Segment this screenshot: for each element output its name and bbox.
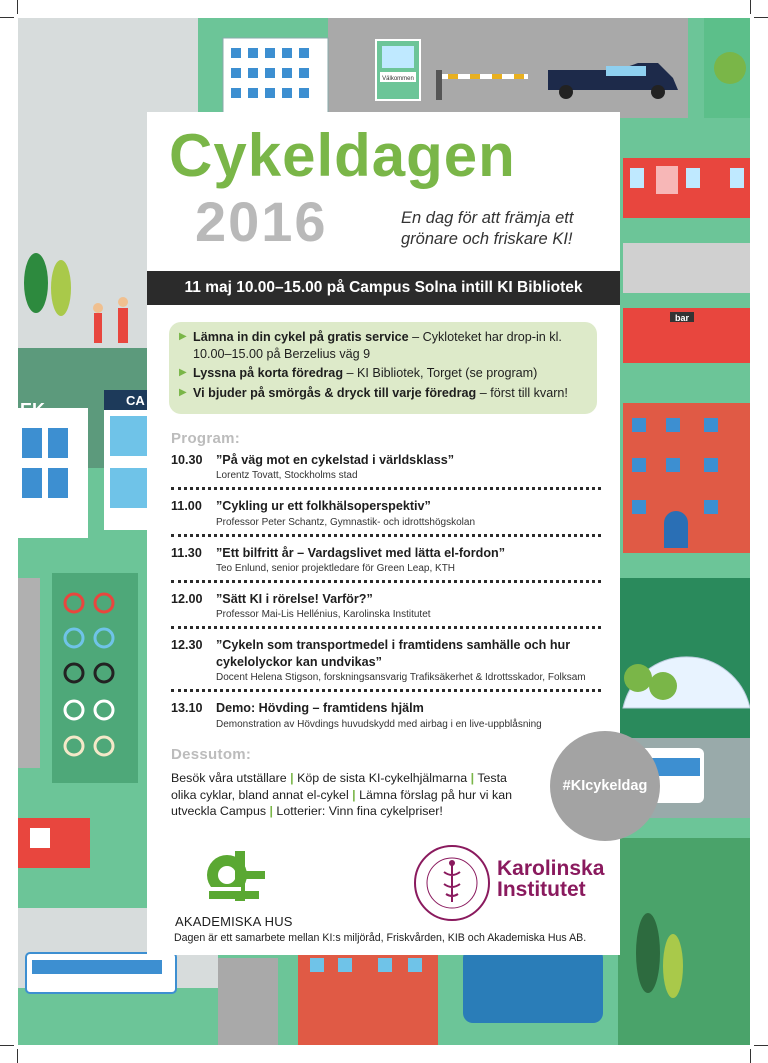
highlight-rest: – först till kvarn! <box>476 385 568 400</box>
extras-heading: Dessutom: <box>171 746 252 763</box>
karolinska-name-line: Karolinska <box>497 857 605 880</box>
program-speaker: Demonstration av Hövdings huvudskydd med airbag i en live-uppblåsning <box>216 718 542 730</box>
crop-mark <box>17 1049 18 1063</box>
program-speaker: Teo Enlund, senior projektledare för Green Leap, KTH <box>216 563 456 575</box>
hashtag-badge: #KIcykeldag <box>550 731 660 841</box>
program-time: 12.00 <box>171 592 203 607</box>
karolinska-name-line: Institutet <box>497 878 586 902</box>
tagline-line: En dag för att främja ett <box>401 209 574 227</box>
program-title: ”Cykeln som transportmedel i framtidens samhälle och hur cykelolyckor kan undvikas” <box>216 638 571 669</box>
poster-title: Cykeldagen <box>169 122 516 189</box>
program-title: ”Cykling ur ett folkhälsoperspektiv” <box>216 499 431 514</box>
arrow-right-icon: ▶ <box>179 386 187 398</box>
extras-text: Besök våra utställare | Köp de sista KI-cykelhjälmarna | Testa olika cyklar, bland annat el-cykel | Lämna förslag på hur vi kan utveckla Campus | Lotterier: Vinn fina cykelpriser! <box>171 771 512 819</box>
program-speaker: Docent Helena Stigson, forskningsansvarig Trafiksäkerhet & Idrottsskador, Folksam <box>216 672 586 684</box>
program-item <box>171 498 601 536</box>
date-banner: 11 maj 10.00–15.00 på Campus Solna intill KI Bibliotek <box>147 271 620 305</box>
highlight-item <box>179 365 597 382</box>
program-time: 13.10 <box>171 701 203 716</box>
program-item <box>171 700 601 735</box>
program-item <box>171 452 601 490</box>
crop-mark <box>754 17 768 18</box>
footer-note: Dagen är ett samarbete mellan KI:s miljöråd, Friskvården, KIB och Akademiska Hus AB. <box>174 932 587 944</box>
program-item <box>171 591 601 629</box>
highlight-bold: Lämna in din cykel på gratis service <box>193 330 409 344</box>
highlight-rest: – KI Bibliotek, Torget (se program) <box>343 366 538 381</box>
program-time: 11.00 <box>171 499 202 514</box>
highlight-item <box>179 329 597 362</box>
crop-mark <box>17 0 18 14</box>
program-time: 12.30 <box>171 638 203 653</box>
program-speaker: Professor Peter Schantz, Gymnastik- och idrottshögskolan <box>216 516 476 528</box>
program-heading: Program: <box>171 430 241 447</box>
cafe-sign: CA <box>126 393 145 408</box>
program-list <box>171 452 601 744</box>
extras-item: Lotterier: Vinn fina cykelpriser! <box>276 804 443 819</box>
program-item <box>171 637 601 692</box>
extras-item: Köp de sista KI-cykelhjälmarna <box>297 771 468 785</box>
program-title: Demo: Hövding – framtidens hjälm <box>216 701 424 716</box>
poster-year: 2016 <box>195 190 328 253</box>
akademiska-hus-name: AKADEMISKA HUS <box>175 914 293 929</box>
extras-item: Testa olika cyklar, bland annat el-cykel <box>171 771 507 802</box>
highlights-box <box>169 322 597 414</box>
program-title: ”Sätt KI i rörelse! Varför?” <box>216 592 373 607</box>
sign-partial-left: EK <box>20 400 46 420</box>
gate-sign: Välkommen <box>382 76 414 82</box>
highlight-bold: Vi bjuder på smörgås & dryck till varje föredrag <box>193 385 477 400</box>
highlight-bold: Lyssna på korta föredrag <box>193 366 344 381</box>
program-time: 10.30 <box>171 453 203 467</box>
crop-mark <box>0 1045 14 1046</box>
crop-mark <box>750 0 751 14</box>
program-speaker: Lorentz Tovatt, Stockholms stad <box>216 470 358 482</box>
karolinska-logo <box>413 844 603 922</box>
tagline <box>401 208 611 249</box>
crop-mark <box>750 1049 751 1063</box>
akademiska-hus-logo <box>175 847 295 929</box>
program-title: ”På väg mot en cykelstad i världsklass” <box>216 453 455 467</box>
arrow-right-icon: ▶ <box>179 367 187 379</box>
crop-mark <box>754 1045 768 1046</box>
program-item <box>171 545 601 583</box>
shop-sign: bar <box>674 313 690 323</box>
karolinska-seal-icon <box>413 844 491 922</box>
crop-mark <box>0 17 14 18</box>
program-title: ”Ett bilfritt år – Vardagslivet med lätta el-fordon” <box>216 545 506 560</box>
extras-item: Lämna förslag på hur vi kan utveckla Campus <box>171 787 512 819</box>
akademiska-hus-mark-icon <box>175 847 295 905</box>
poster-card <box>147 112 620 955</box>
arrow-right-icon: ▶ <box>179 331 187 342</box>
extras-item: Besök våra utställare <box>171 771 287 785</box>
highlight-item <box>179 385 597 402</box>
tagline-line: grönare och friskare KI! <box>401 229 573 248</box>
program-time: 11.30 <box>171 545 202 560</box>
program-speaker: Professor Mai-Lis Hellénius, Karolinska Institutet <box>216 609 431 621</box>
karolinska-name <box>497 858 604 901</box>
highlight-rest: – Cykloteket har drop-in kl. 10.00–15.00 på Berzelius väg 9 <box>193 330 562 361</box>
